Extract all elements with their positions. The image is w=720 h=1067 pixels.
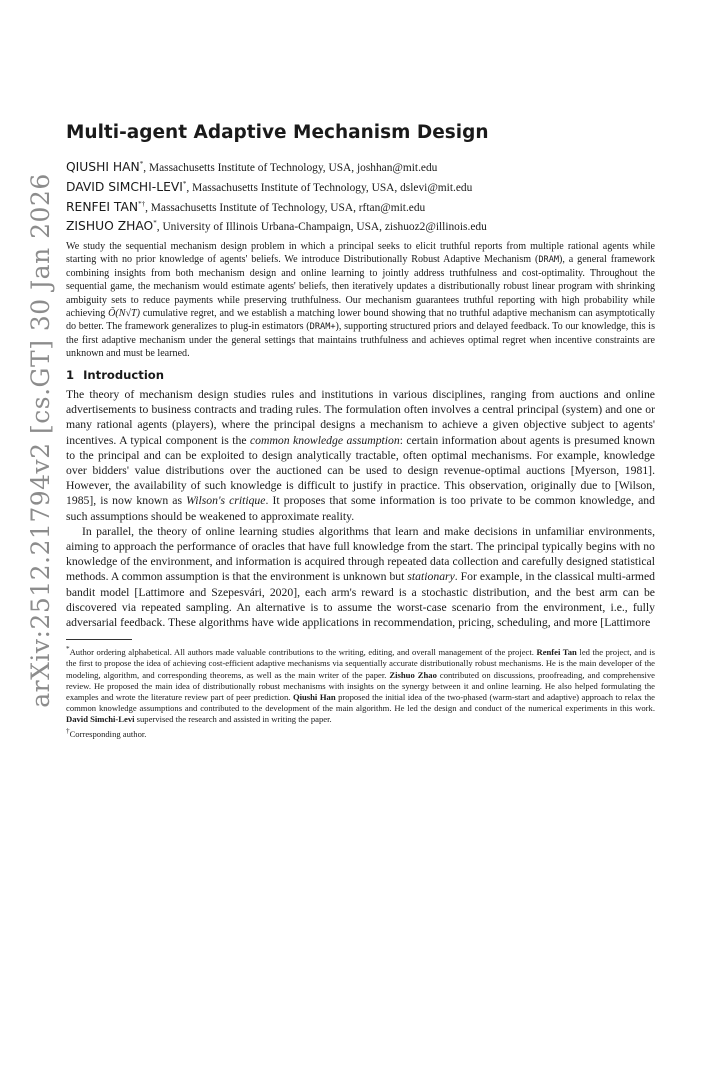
author-name: ZISHUO ZHAO <box>66 219 154 234</box>
author-line <box>66 156 655 176</box>
paragraph: The theory of mechanism design studies rules and institutions in various disciplines, ranging from auctions and online advertisements to business contracts and trading rules. The formulation often involves a central principal (system) and one or many rational agents (players), where the principal designs a mechanism to achieve a given objective subject to agents' incentives. A typical component is the common knowledge assumption: certain information about agents is presumed known to the principal and can be exploited to design analytically tractable, often optimal mechanisms. For example, knowledge over bidders' value distributions over the auctioned can be used to design revenue-optimal auctions [Myerson, 1981]. However, the availability of such knowledge is difficult to justify in practice. This observation, originally due to [Wilson, 1985], is now known as Wilson's critique. It proposes that some information is too private to be common knowledge, and such assumptions should be weakened to approximate reality. <box>66 388 655 523</box>
author-mark: * <box>182 179 187 188</box>
body-text <box>66 387 655 630</box>
author-line <box>66 176 655 196</box>
section-number: 1 <box>66 368 75 383</box>
abstract: We study the sequential mechanism design problem in which a principal seeks to elicit truthful reports from multiple rational agents while starting with no prior knowledge of agents' beliefs. We introduce Distributionally Robust Adaptive Mechanism (DRAM), a general framework combining insights from both mechanism design and online learning to jointly address truthfulness and cost-optimality. Throughout the sequential game, the mechanism would estimate agents' beliefs, then iteratively updates a distributionally robust linear program with shrinking ambiguity sets to reduce payments while preserving truthfulness. Our mechanism guarantees truthful reporting with high probability while achieving Õ(N√T) cumulative regret, and we establish a matching lower bound showing that no truthful adaptive mechanism can asymptotically do better. The framework generalizes to plug-in estimators (DRAM+), supporting structured priors and delayed feedback. To our knowledge, this is the first adaptive mechanism under the general settings that maintains truthfulness and achieves optimal regret when incentive constraints are unknown and must be learned. <box>66 241 656 359</box>
footnote-rule <box>66 639 132 640</box>
section-title: Introduction <box>83 368 165 383</box>
footnote-contributions: *Author ordering alphabetical. All authors made valuable contributions to the writing, editing, and overall management of the project. Renfei Tan led the project, and is the first to propose the idea of achieving cost-efficient adaptive mechanisms via sequentially accurate distributionally robust mechanisms. He is the main developer of the modeling, algorithm, and corresponding theorems, as well as the main writer of the paper. Zishuo Zhao contributed on discussions, proofreading, and comprehensive review. He proposed the main idea of distributionally robust mechanisms with insights on the synergy between it and online learning. He also helped formulating the examples and wrote the literature review part of peer prediction. Qiushi Han proposed the initial idea of the two-phased (warm-start and adaptive) approach to relax the common knowledge assumptions and contributed to the development of the main algorithm. He led the design and conduct of the numerical experiments in this work. David Simchi-Levi supervised the research and assisted in writing the paper. <box>66 645 655 725</box>
author-affiliation: , University of Illinois Urbana-Champaign, USA, zishuoz2@illinois.edu <box>156 221 487 234</box>
arxiv-id-text: arXiv:2512.21794v2 [cs.GT] 30 Jan 2026 <box>25 172 55 708</box>
author-affiliation: , Massachusetts Institute of Technology, USA, joshhan@mit.edu <box>143 161 438 174</box>
author-list <box>66 156 655 235</box>
author-name: DAVID SIMCHI-LEVI <box>66 179 183 194</box>
section-heading <box>66 368 655 382</box>
author-affiliation: , Massachusetts Institute of Technology, USA, rftan@mit.edu <box>145 201 426 214</box>
author-line <box>66 215 655 235</box>
paper-title: Multi-agent Adaptive Mechanism Design <box>66 122 489 143</box>
regret-bound: Õ(N√T) <box>108 307 141 319</box>
dram-acronym: DRAM <box>538 255 560 266</box>
arxiv-side-identifier <box>20 140 60 740</box>
author-mark: * <box>139 160 144 168</box>
author-name: RENFEI TAN <box>66 199 139 214</box>
author-name: QIUSHI HAN <box>66 159 140 174</box>
author-affiliation: , Massachusetts Institute of Technology, USA, dslevi@mit.edu <box>186 181 473 194</box>
author-mark: *† <box>138 199 146 208</box>
author-mark: * <box>153 219 157 228</box>
author-line <box>66 196 655 216</box>
footnote-corresponding: †Corresponding author. <box>66 726 147 739</box>
paragraph: In parallel, the theory of online learning studies algorithms that learn and make decisions in unfamiliar environments, aiming to approach the performance of oracles that have full knowledge from the start. The principal typically begins with no knowledge of the environment, and information is acquired through repeated data collection and carefully designed statistical methods. A common assumption is that the environment is unknown but stationary. For example, in the classical multi-armed bandit model [Lattimore and Szepesvári, 2020], each arm's reward is a stochastic distribution, and the best arm can be discovered via repeated sampling. An alternative is to assume the worst-case scenario from the environment, i.e., fully adversarial feedback. These algorithms have wide applications in recommendation, pricing, scheduling, and more [Lattimore <box>66 524 655 630</box>
paper-page <box>66 122 655 740</box>
dram-plus-acronym: DRAM+ <box>309 321 336 332</box>
